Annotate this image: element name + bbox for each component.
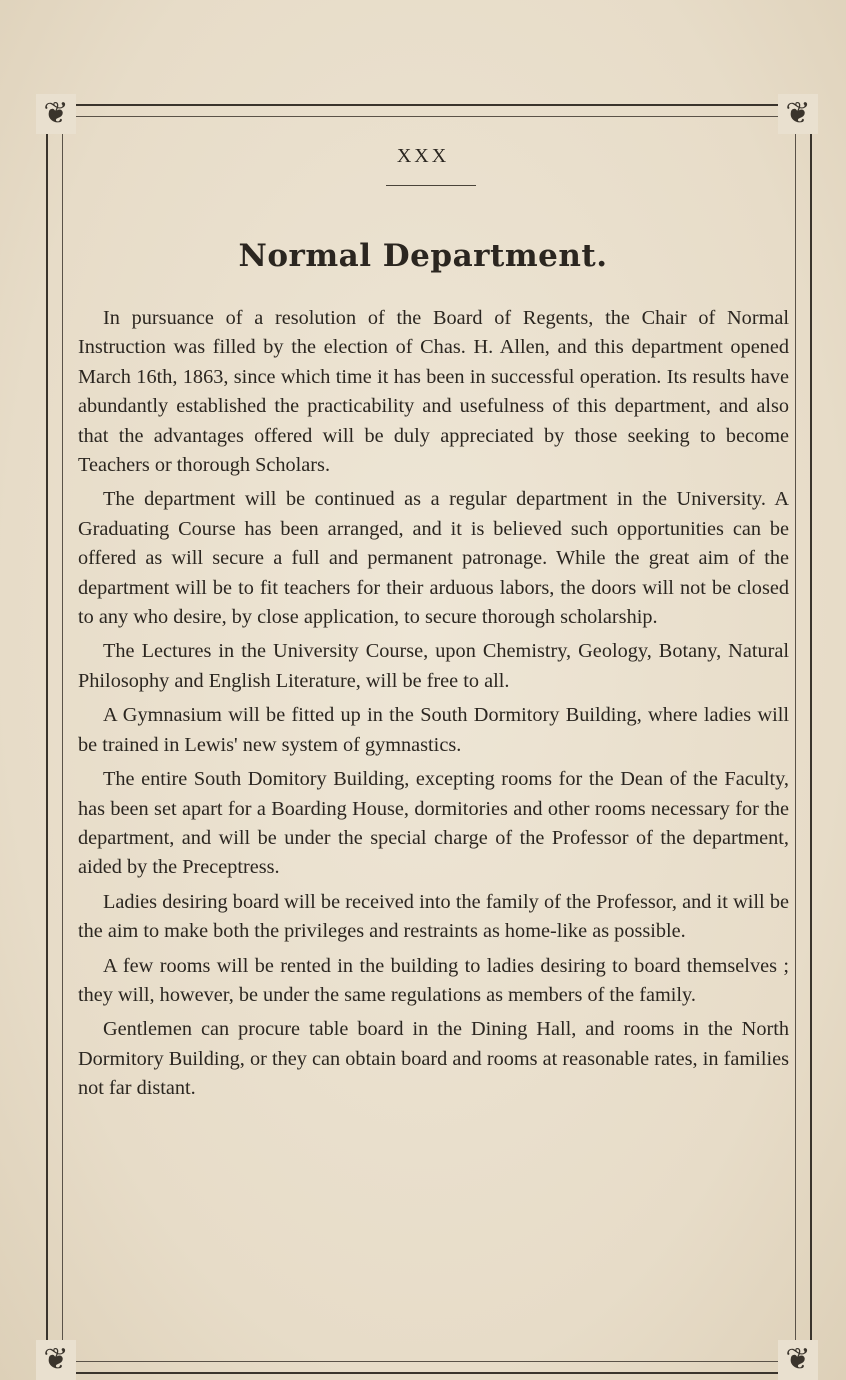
paragraph: Gentlemen can procure table board in the Dining Hall, and rooms in the North Dormitory Building, or they can obtain board and rooms at reasonable rates, in families not far distant.	[78, 1018, 789, 1100]
corner-ornament-icon: ❦	[36, 1340, 76, 1380]
corner-ornament-icon: ❦	[778, 1340, 818, 1380]
section-heading: Normal Department.	[238, 238, 608, 274]
paragraph: A Gymnasium will be fitted up in the South Dormitory Building, where ladies will be trained in Lewis' new system of gymnastics.	[78, 704, 789, 756]
paragraph: The entire South Domitory Building, excepting rooms for the Dean of the Faculty, has been set apart for a Boarding House, dormitories and other rooms necessary for the department, and will be under the special charge of the Professor of the department, aided by the Preceptress.	[78, 768, 789, 879]
page-number: XXX	[396, 145, 450, 167]
corner-ornament-icon: ❦	[778, 94, 818, 134]
corner-ornament-icon: ❦	[36, 94, 76, 134]
body-text	[78, 304, 789, 1109]
paragraph: In pursuance of a resolution of the Board of Regents, the Chair of Normal Instruction was filled by the election of Chas. H. Allen, and this department opened March 16th, 1863, since which time it has been in successful operation. Its results have abundantly established the practicability and usefulness of this department, and also that the advantages offered will be duly appreciated by those seeking to become Teachers or thorough Scholars.	[78, 307, 789, 477]
paragraph: The department will be continued as a regular department in the University. A Graduating Course has been arranged, and it is believed such opportunities can be offered as will secure a full and permanent patronage. While the great aim of the department will be to fit teachers for their arduous labors, the doors will not be closed to any who desire, by close application, to secure thorough scholarship.	[78, 488, 789, 629]
paragraph: Ladies desiring board will be received into the family of the Professor, and it will be the aim to make both the privileges and restraints as home-like as possible.	[78, 890, 789, 943]
paragraph: The Lectures in the University Course, upon Chemistry, Geology, Botany, Natural Philosophy and English Literature, will be free to all.	[78, 640, 789, 692]
divider-rule	[386, 185, 476, 186]
paragraph: A few rooms will be rented in the building to ladies desiring to board themselves ; they will, however, be under the same regulations as members of the family.	[78, 954, 789, 1006]
